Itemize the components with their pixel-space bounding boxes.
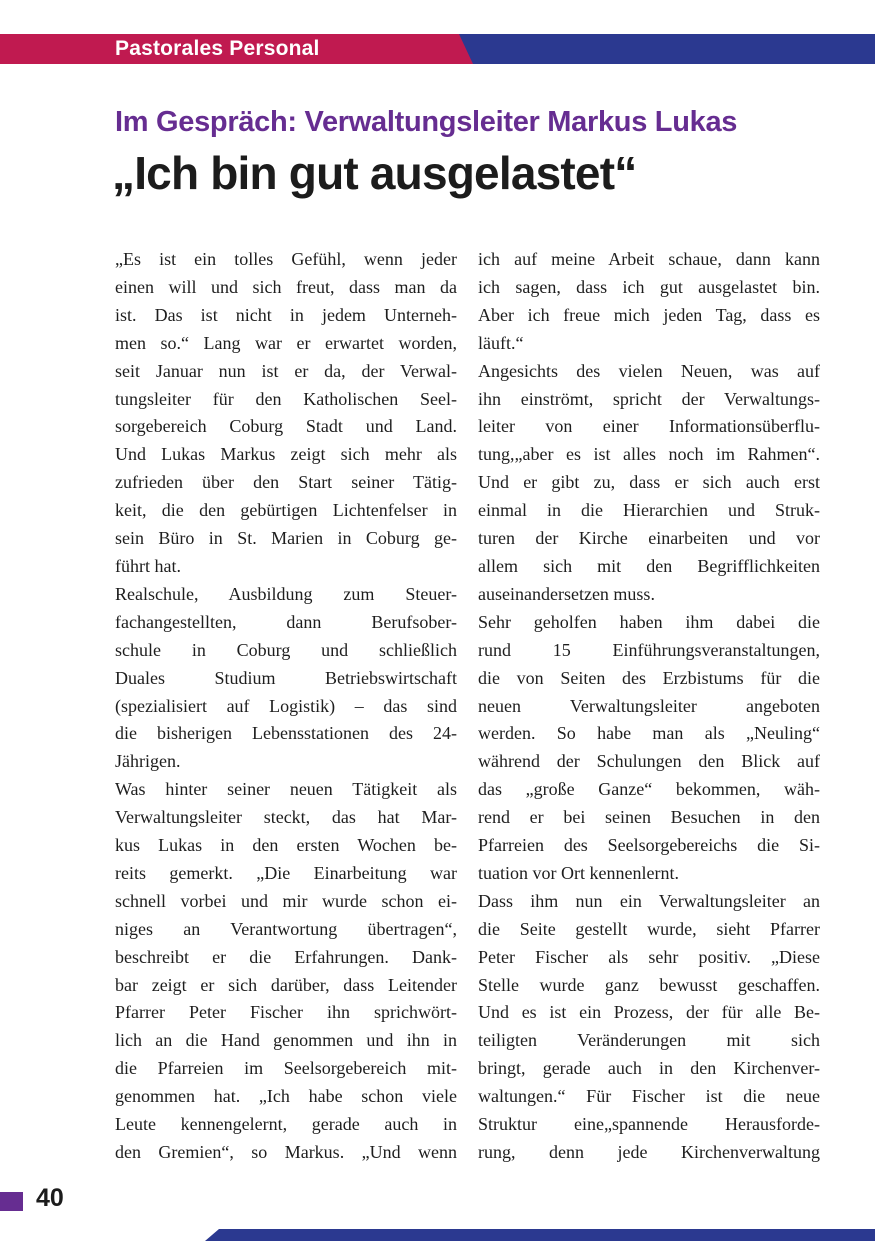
text-line: genommen hat. „Ich habe schon viele	[115, 1086, 457, 1107]
text-line: keit, die den gebürtigen Lichtenfelser in	[115, 500, 457, 521]
text-line: ich sagen, dass ich gut ausgelastet bin.	[478, 276, 820, 297]
text-line: Leute kennengelernt, gerade auch in	[115, 1114, 457, 1135]
text-line: sorgebereich Coburg Stadt und Land.	[115, 416, 457, 437]
text-line: rund 15 Einführungsveranstaltungen,	[478, 639, 820, 660]
text-line: tuation vor Ort kennenlernt.	[478, 862, 679, 883]
section-label: Pastorales Personal	[115, 37, 320, 60]
text-column-right	[478, 246, 820, 1167]
text-line: sein Büro in St. Marien in Coburg ge-	[115, 528, 457, 549]
text-line: Realschule, Ausbildung zum Steuer-	[115, 583, 457, 604]
header-band	[0, 34, 875, 64]
text-line: einen will und sich freut, dass man da	[115, 276, 457, 297]
text-line: Angesichts des vielen Neuen, was auf	[478, 360, 820, 381]
text-line: rend er bei seinen Besuchen in den	[478, 807, 820, 828]
text-line: Duales Studium Betriebswirtschaft	[115, 667, 457, 688]
footer-band	[205, 1229, 875, 1241]
text-line: die bisherigen Lebensstationen des 24-	[115, 723, 457, 744]
text-line: „Es ist ein tolles Gefühl, wenn jeder	[115, 249, 457, 269]
text-line: zufrieden über den Start seiner Tätig-	[115, 472, 457, 493]
text-line: schnell vorbei und mir wurde schon ei-	[115, 890, 457, 911]
text-line: kus Lukas in den ersten Wochen be-	[115, 835, 457, 856]
text-line: Und er gibt zu, dass er sich auch erst	[478, 472, 820, 493]
text-line: den Gremien“, so Markus. „Und wenn	[115, 1142, 457, 1162]
text-line: Was hinter seiner neuen Tätigkeit als	[115, 779, 457, 800]
text-line: teiligten Veränderungen mit sich	[478, 1030, 820, 1051]
text-line: einmal in die Hierarchien und Struk-	[478, 500, 820, 521]
text-column-left	[115, 246, 457, 1167]
text-line: Dass ihm nun ein Verwaltungsleiter an	[478, 890, 820, 911]
text-line: Aber ich freue mich jeden Tag, dass es	[478, 304, 820, 325]
text-line: Peter Fischer als sehr positiv. „Diese	[478, 946, 820, 967]
article-headline: „Ich bin gut ausgelastet“	[112, 147, 637, 199]
text-line: läuft.“	[478, 332, 524, 353]
text-line: Und Lukas Markus zeigt sich mehr als	[115, 444, 457, 465]
text-line: beschreibt er die Erfahrungen. Dank-	[115, 946, 457, 967]
text-line: Struktur eine„spannende Herausforde-	[478, 1114, 820, 1135]
text-line: leiter von einer Informationsüberflu-	[478, 416, 820, 437]
text-line: allem sich mit den Begrifflichkeiten	[478, 555, 820, 576]
text-line: die Pfarreien im Seelsorgebereich mit-	[115, 1058, 457, 1079]
text-line: tung,„aber es ist alles noch im Rahmen“.	[478, 444, 820, 465]
text-line: bar zeigt er sich darüber, dass Leitender	[115, 974, 457, 995]
article-body	[115, 246, 820, 1167]
text-line: rung, denn jede Kirchenverwaltung	[478, 1142, 820, 1162]
text-line: men so.“ Lang war er erwartet worden,	[115, 332, 457, 353]
text-line: werden. So habe man als „Neuling“	[478, 723, 820, 744]
text-line: die Seite gestellt wurde, sieht Pfarrer	[478, 918, 820, 939]
text-line: schule in Coburg und schließlich	[115, 639, 457, 660]
text-line: waltungen.“ Für Fischer ist die neue	[478, 1086, 820, 1107]
text-line: Pfarreien des Seelsorgebereichs die Si-	[478, 835, 820, 856]
text-line: während der Schulungen den Blick auf	[478, 751, 820, 772]
text-line: reits gemerkt. „Die Einarbeitung war	[115, 862, 457, 883]
text-line: seit Januar nun ist er da, der Verwal-	[115, 360, 457, 381]
text-line: ihn einströmt, spricht der Verwaltungs-	[478, 388, 820, 409]
text-line: ist. Das ist nicht in jedem Unterneh-	[115, 304, 457, 325]
text-line: Und es ist ein Prozess, der für alle Be-	[478, 1002, 820, 1023]
text-line: Stelle wurde ganz bewusst geschaffen.	[478, 974, 820, 995]
text-line: die von Seiten des Erzbistums für die	[478, 667, 820, 688]
text-line: Pfarrer Peter Fischer ihn sprichwört-	[115, 1002, 457, 1023]
text-line: neuen Verwaltungsleiter angeboten	[478, 695, 820, 716]
text-line: lich an die Hand genommen und ihn in	[115, 1030, 457, 1051]
text-line: das „große Ganze“ bekommen, wäh-	[478, 779, 820, 800]
text-line: niges an Verantwortung übertragen“,	[115, 918, 457, 939]
text-line: bringt, gerade auch in den Kirchenver-	[478, 1058, 820, 1079]
text-line: turen der Kirche einarbeiten und vor	[478, 528, 820, 549]
text-line: fachangestellten, dann Berufsober-	[115, 611, 457, 632]
text-line: Sehr geholfen haben ihm dabei die	[478, 611, 820, 632]
text-line: führt hat.	[115, 555, 181, 576]
text-line: Jährigen.	[115, 751, 181, 772]
text-line: (spezialisiert auf Logistik) – das sind	[115, 695, 457, 716]
text-line: ich auf meine Arbeit schaue, dann kann	[478, 249, 820, 269]
text-line: auseinandersetzen muss.	[478, 583, 655, 604]
footer-page-marker	[0, 1192, 23, 1211]
article-kicker: Im Gespräch: Verwaltungsleiter Markus Lukas	[115, 106, 738, 138]
text-line: tungsleiter für den Katholischen Seel-	[115, 388, 457, 409]
text-line: Verwaltungsleiter steckt, das hat Mar-	[115, 807, 457, 828]
page-number: 40	[36, 1184, 64, 1212]
